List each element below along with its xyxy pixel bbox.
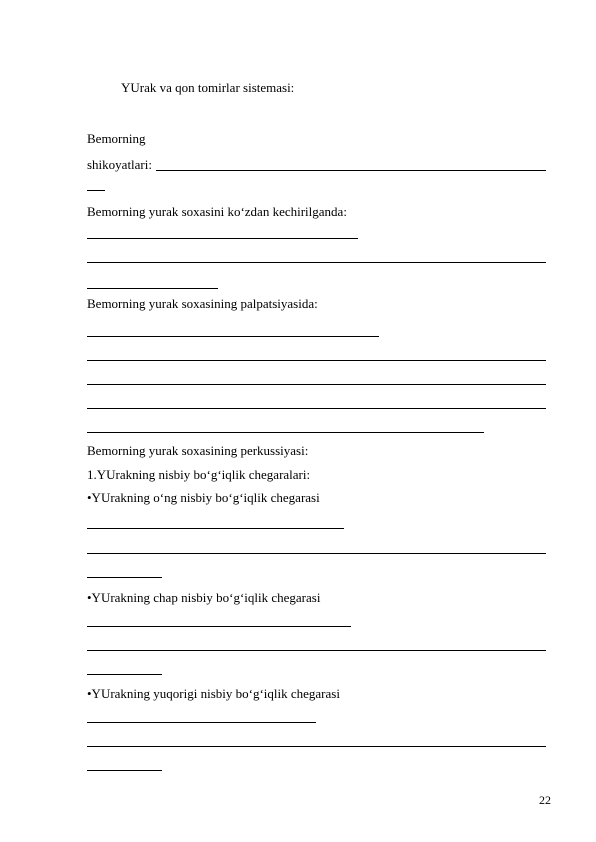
answer-line [87, 528, 344, 529]
relative-borders-heading: 1.YUrakning nisbiy bo‘g‘iqlik chegaralari: [87, 467, 311, 482]
left-border-label: •YUrakning chap nisbiy bo‘g‘iqlik chegarasi [87, 590, 321, 605]
answer-line [156, 170, 546, 171]
section-title: YUrak va qon tomirlar sistemasi: [121, 80, 295, 95]
answer-line [87, 650, 546, 651]
answer-line [87, 577, 162, 578]
complaints-label-line2: shikoyatlari: [87, 157, 152, 172]
answer-line [87, 262, 546, 263]
answer-line [87, 626, 351, 627]
answer-line [87, 384, 546, 385]
answer-line [87, 190, 105, 191]
answer-line [87, 408, 546, 409]
right-border-label: •YUrakning o‘ng nisbiy bo‘g‘iqlik chegarasi [87, 490, 320, 505]
page-number: 22 [539, 793, 551, 807]
answer-line [87, 674, 162, 675]
inspection-label: Bemorning yurak soxasini ko‘zdan kechirilganda: [87, 204, 347, 219]
answer-line [87, 746, 546, 747]
answer-line [87, 288, 218, 289]
answer-line [87, 360, 546, 361]
answer-line [87, 336, 379, 337]
percussion-label: Bemorning yurak soxasining perkussiyasi: [87, 443, 309, 458]
answer-line [87, 770, 162, 771]
palpation-label: Bemorning yurak soxasining palpatsiyasida: [87, 296, 318, 311]
upper-border-label: •YUrakning yuqorigi nisbiy bo‘g‘iqlik chegarasi [87, 686, 340, 701]
answer-line [87, 553, 546, 554]
answer-line [87, 432, 484, 433]
answer-line [87, 238, 358, 239]
answer-line [87, 722, 316, 723]
complaints-label-line1: Bemorning [87, 131, 146, 146]
